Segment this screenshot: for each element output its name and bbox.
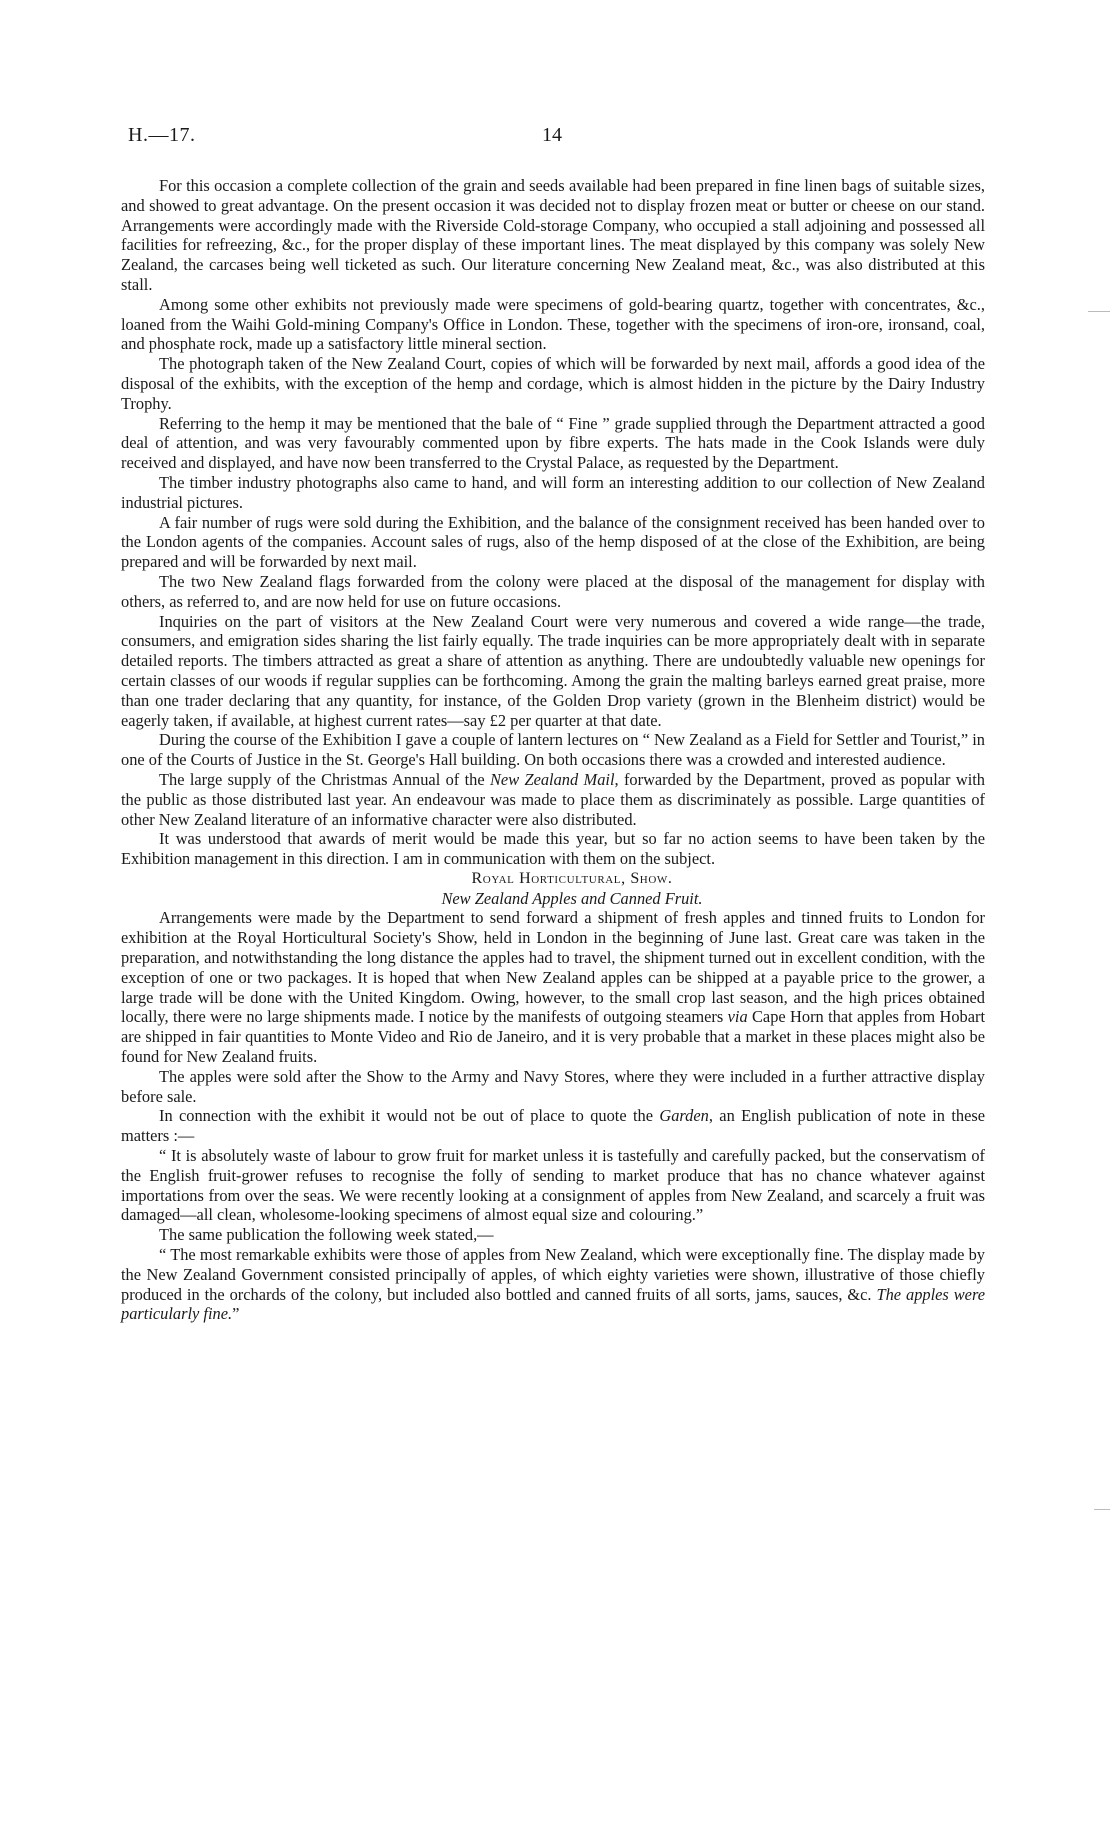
text-run: Cape Horn that apples from Hobart are shipped in fair quantities to Monte Video and Rio de Janeiro, and it is very probable that a market in these places might also be found for New Zealand fruits. [121, 1007, 986, 1067]
text-run: , an English publication of note in these matters :— [121, 1106, 985, 1146]
document-id: H.—17. [128, 124, 196, 146]
text-run: , forwarded by the Department, proved as popular with the public as those distributed last year. An endeavour was made to place them as discriminately as possible. Large quantities of other New Zealand literature of an informative character were also distributed. [121, 769, 986, 829]
paragraph: Referring to the hemp it may be mentioned that the bale of “ Fine ” grade supplied through the Department attracted a good deal of attention, and was very favourably commented upon by fibre experts. The hats made in the Cook Islands were duly received and displayed, and have now been transferred to the Crystal Palace, as requested by the Department. [121, 413, 985, 473]
page-body [121, 176, 985, 1324]
text-run: The large supply of the Christmas Annual of the [159, 769, 490, 789]
paragraph: For this occasion a complete collection of the grain and seeds available had been prepared in fine linen bags of suitable sizes, and showed to great advantage. On the present occasion it was decided not to display frozen meat or butter or cheese on our stand. Arrangements were accordingly made with the Riverside Cold-storage Company, who occupied a stall adjoining and possessed all facilities for refreezing, &c., for the proper display of these important lines. The meat displayed by this company was solely New Zealand, the carcases being well ticketed as such. Our literature concerning New Zealand meat, &c., was also distributed at this stall. [121, 176, 985, 294]
paragraph: During the course of the Exhibition I gave a couple of lantern lectures on “ New Zealand as a Field for Settler and Tourist,” in one of the Courts of Justice in the St. George's Hall building. On both occasions there was a crowded and interested audience. [121, 730, 985, 770]
section-subtitle: New Zealand Apples and Canned Fruit. [441, 888, 703, 908]
text-run: ” [232, 1304, 240, 1324]
text-run: Arrangements were made by the Department to send forward a shipment of fresh apples and tinned fruits to London for exhibition at the Royal Horticultural Society's Show, held in London in the beginning of June last. Great care was taken in the preparation, and notwithstanding the long distance the apples had to travel, the shipment turned out in excellent condition, with the exception of one or two packages. It is hoped that when New Zealand apples can be shipped at a payable price to the grower, a large trade will be done with the United Kingdom. Owing, however, to the small crop last season, and the high prices obtained locally, there were no large shipments made. I notice by the manifests of outgoing steamers [121, 908, 985, 1027]
paragraph: The same publication the following week stated,— [159, 1225, 494, 1245]
text-run: In connection with the exhibit it would not be out of place to quote the [159, 1106, 660, 1126]
scan-mark [1088, 311, 1110, 312]
page-number: 14 [542, 124, 562, 146]
quote-paragraph [121, 1245, 985, 1324]
scan-mark [1094, 1509, 1110, 1510]
italic-word: via [727, 1007, 748, 1027]
paragraph: Among some other exhibits not previously made were specimens of gold-bearing quartz, together with concentrates, &c., loaned from the Waihi Gold-mining Company's Office in London. These, together with the specimens of iron-ore, ironsand, coal, and phosphate rock, made up a satisfactory little mineral section. [121, 294, 985, 354]
italic-quote: The apples were particularly fine. [121, 1284, 985, 1324]
italic-title: Garden [659, 1106, 709, 1126]
paragraph [121, 1106, 985, 1146]
paragraph: It was understood that awards of merit would be made this year, but so far no action seems to have been taken by the Exhibition management in this direction. I am in communication with them on the subject. [121, 829, 985, 869]
quote-paragraph: “ It is absolutely waste of labour to grow fruit for market unless it is tastefully and carefully packed, but the conservatism of the English fruit-grower refuses to recognise the folly of sending to market produce that has no chance whatever against importations from over the seas. We were recently looking at a consignment of apples from New Zealand, and scarcely a fruit was damaged—all clean, wholesome-looking specimens of almost equal size and colouring.” [121, 1146, 985, 1225]
paragraph: A fair number of rugs were sold during the Exhibition, and the balance of the consignment received has been handed over to the London agents of the companies. Account sales of rugs, also of the hemp disposed of at the close of the Exhibition, are being prepared and will be forwarded by next mail. [121, 512, 985, 572]
paragraph: The apples were sold after the Show to the Army and Navy Stores, where they were included in a further attractive display before sale. [121, 1066, 985, 1106]
italic-title: New Zealand Mail [489, 769, 615, 789]
paragraph [121, 908, 985, 1066]
paragraph: Inquiries on the part of visitors at the New Zealand Court were very numerous and covered a wide range—the trade, consumers, and emigration sides sharing the list fairly equally. The trade inquiries can be more appropriately dealt with in separate detailed reports. The timbers attracted as great a share of attention as anything. There are undoubtedly valuable new openings for certain classes of our woods if regular supplies can be forthcoming. Among the grain the malting barleys earned great praise, more than one trader declaring that any quantity, for instance, of the Golden Drop variety (grown in the Blenheim district) would be eagerly taken, if available, at highest current rates—say £2 per quarter at that date. [121, 611, 985, 730]
paragraph: The timber industry photographs also came to hand, and will form an interesting addition to our collection of New Zealand industrial pictures. [121, 472, 985, 512]
section-title: Royal Horticultural, Show. [471, 869, 673, 887]
paragraph: The photograph taken of the New Zealand Court, copies of which will be forwarded by next mail, affords a good idea of the disposal of the exhibits, with the exception of the hemp and cordage, which is almost hidden in the picture by the Dairy Industry Trophy. [121, 354, 985, 413]
paragraph [121, 770, 985, 829]
page-header [128, 124, 988, 154]
text-run: “ The most remarkable exhibits were those of apples from New Zealand, which were exceptionally fine. The display made by the New Zealand Government consisted principally of apples, of which eighty varieties were shown, illustrative of those chiefly produced in the orchards of the colony, but included also bottled and canned fruits of all sorts, jams, sauces, &c. [121, 1245, 985, 1304]
paragraph: The two New Zealand flags forwarded from the colony were placed at the disposal of the management for display with others, as referred to, and are now held for use on future occasions. [121, 571, 985, 611]
